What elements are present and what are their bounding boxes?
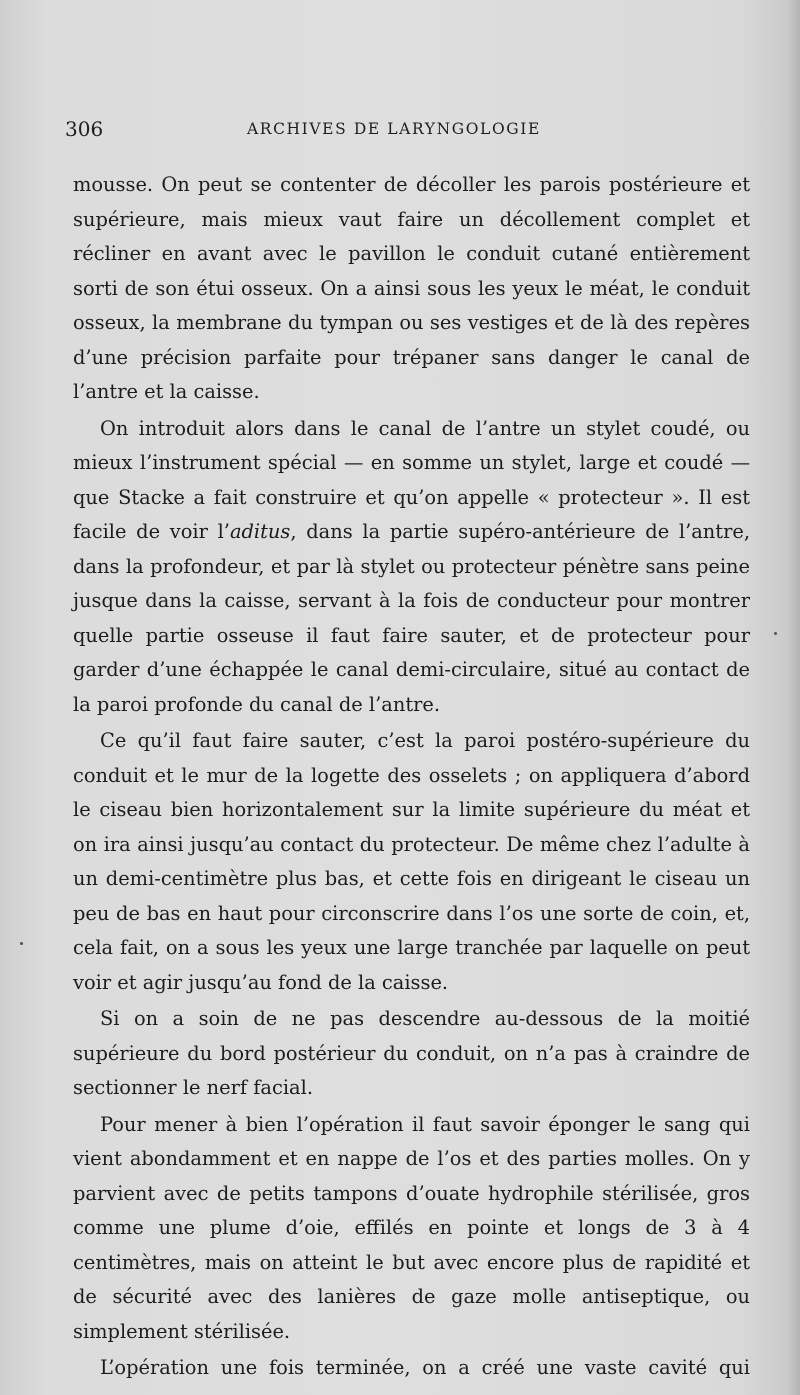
running-head: ARCHIVES DE LARYNGOLOGIE xyxy=(247,120,541,138)
page-number: 306 xyxy=(65,117,104,141)
paragraph-2-part-2: , dans la partie supéro-antérieure de l’antre, dans la profondeur, et par là stylet ou protecteur pénètre sans peine jusque dans la caisse, servant à la fois de conducteur pour montrer quelle partie osseuse il faut faire sauter, et de protecteur pour garder d’une échappée le canal demi-circulaire, situé au contact de la paroi profonde du canal de l’antre. xyxy=(73,520,750,716)
page-edge-shadow xyxy=(786,0,800,1395)
paragraph-4: Si on a soin de ne pas descendre au-dessous de la moitié supérieure du bord postérieur du conduit, on n’a pas à craindre de sectionner le nerf facial. xyxy=(73,1007,750,1099)
page-header xyxy=(65,117,745,145)
paragraph-6: L’opération une fois terminée, on a créé une vaste cavité qui xyxy=(100,1356,750,1379)
paper-speck xyxy=(20,942,23,945)
paper-speck xyxy=(774,632,777,635)
paragraph-2-part-1: On introduit alors dans le canal de l’antre un stylet coudé, ou mieux l’instrument spécial — en somme un stylet, large et coudé — que Stacke a fait construire et qu’on appelle « protecteur ». Il est facile de voir l’ xyxy=(73,416,750,543)
paragraph-1: mousse. On peut se contenter de décoller les parois postérieure et supérieure, mais mieux vaut faire un décollement complet et récliner en avant avec le pavillon le conduit cutané entièrement sorti de son étui osseux. On a ainsi sous les yeux le méat, le conduit osseux, la membrane du tympan ou ses vestiges et de là des repères d’une précision parfaite pour trépaner sans danger le canal de l’antre et la caisse. xyxy=(73,173,750,403)
paragraph-2 xyxy=(73,412,750,723)
paragraph-3: Ce qu’il faut faire sauter, c’est la paroi postéro-supérieure du conduit et le mur de la logette des osselets ; on appliquera d’abord le ciseau bien horizontalement sur la limite supérieure du méat et on ira ainsi jusqu’au contact du protecteur. De même chez l’adulte à un demi-centimètre plus bas, et cette fois en dirigeant le ciseau un peu de bas en haut pour circonscrire dans l’os une sorte de coin, et, cela fait, on a sous les yeux une large tranchée par laquelle on peut voir et agir jusqu’au fond de la caisse. xyxy=(73,729,750,994)
body-text xyxy=(73,168,750,1386)
italic-term-aditus: aditus xyxy=(229,520,291,543)
paragraph-5: Pour mener à bien l’opération il faut savoir éponger le sang qui vient abondamment et en nappe de l’os et des parties molles. On y parvient avec de petits tampons d’ouate hydrophile stérilisée, gros comme une plume d’oie, effilés en pointe et longs de 3 à 4 centimètres, mais on atteint le but avec encore plus de rapidité et de sécurité avec des lanières de gaze molle antiseptique, ou simplement stérilisée. xyxy=(73,1112,750,1343)
